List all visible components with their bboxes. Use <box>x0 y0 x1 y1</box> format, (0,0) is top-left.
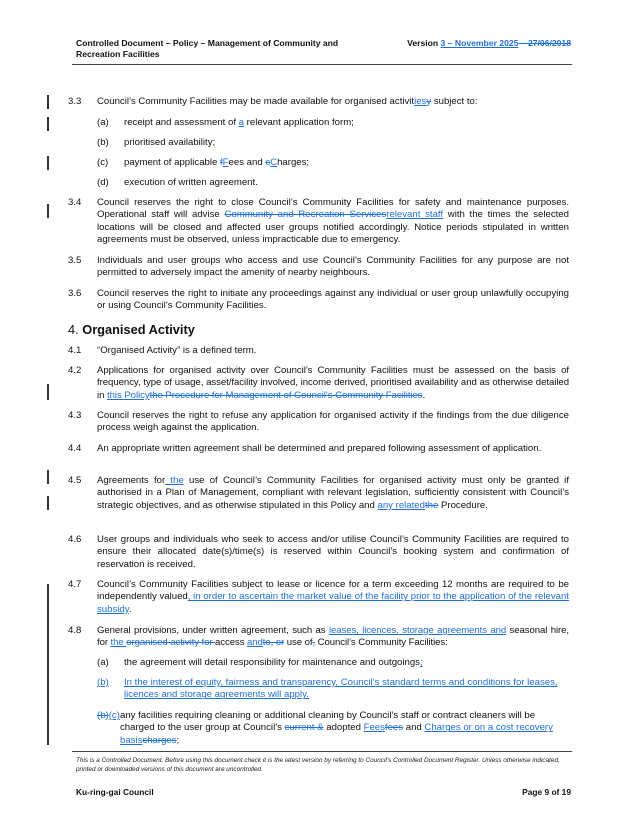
subclause-label: (d) <box>97 177 109 188</box>
version-inserted: 3 – November 2025 <box>440 38 519 48</box>
footer-divider <box>72 751 572 752</box>
subclause-text: In the interest of equity, fairness and transparency, Council’s standard terms and conditions for leases, licences and storage agreements will apply. <box>124 677 558 701</box>
document-title: Controlled Document – Policy – Management of Community and Recreation Facilities <box>76 38 339 59</box>
version-label: Version <box>407 38 441 48</box>
clause-number: 3.6 <box>68 288 82 299</box>
document-version <box>407 38 571 48</box>
change-bar <box>47 95 49 109</box>
change-bar <box>47 584 49 745</box>
subclause-label: (a) <box>97 117 109 128</box>
clause-number: 4.2 <box>68 365 82 376</box>
clause-number: 3.5 <box>68 255 82 266</box>
change-bar <box>47 117 49 131</box>
clause-text: “Organised Activity” is a defined term. <box>97 345 257 356</box>
clause-number: 4.7 <box>68 579 82 590</box>
clause-number: 4.4 <box>68 443 82 454</box>
clause-number: 4.5 <box>68 475 82 486</box>
header-divider <box>72 64 572 65</box>
change-bar <box>47 496 49 510</box>
clause-text: General provisions, under written agreement, such as leases, licences, storage agreements and seasonal hire, for the organised activity for access andto, or use of, Council’s Community Facilities: <box>97 625 569 649</box>
subclause-label: (b)(c) <box>97 710 120 721</box>
version-deleted: – 27/06/2018 <box>518 38 571 48</box>
subclause-label: (a) <box>97 657 109 668</box>
clause-text: An appropriate written agreement shall be determined and prepared following assessment of application. <box>97 443 542 454</box>
clause-number: 4.1 <box>68 345 82 356</box>
clause-number: 4.3 <box>68 410 82 421</box>
section-heading: 4. Organised Activity <box>68 322 195 337</box>
page-number: Page 9 of 19 <box>522 787 571 797</box>
clause-number: 4.6 <box>68 534 82 545</box>
clause-text: User groups and individuals who seek to access and/or utilise Council’s Community Facilities are required to ensure their allocated date(s)/time(s) is reserved within Council’s booking system and confirmation of reservation is received. <box>97 534 569 570</box>
change-bar <box>47 156 49 170</box>
subclause-text: receipt and assessment of a relevant application form; <box>124 117 354 128</box>
clause-text: Council reserves the right to refuse any application for organised activity if the findings from the due diligence process weigh against the application. <box>97 410 569 434</box>
subclause-text: prioritised availability; <box>124 137 216 148</box>
clause-number: 3.4 <box>68 197 82 208</box>
change-bar <box>47 204 49 218</box>
clause-text: Agreements for the use of Council’s Community Facilities for organised activity must only be granted if authorised in a Plan of Management, compliant with relevant legislation, sufficiently consistent with Council’s strategic objectives, and as otherwise stipulated in this Policy and any relatedthe Procedure. <box>97 475 569 511</box>
clause-number: 3.3 <box>68 96 82 107</box>
clause-text: Applications for organised activity over Council’s Community Facilities must be assessed on the basis of frequency, type of usage, asset/facility involved, income derived, prioritised availability and as otherwise detailed in this Policythe Procedure for Management of Council’s Community Facilities. <box>97 365 569 401</box>
subclause-text: the agreement will detail responsibility for maintenance and outgoings; <box>124 657 423 668</box>
subclause-text: execution of written agreement. <box>124 177 258 188</box>
clause-text: Council reserves the right to initiate any proceedings against any individual or user group unlawfully occupying or using Council’s Community Facilities. <box>97 288 569 312</box>
clause-text: Council’s Community Facilities may be made available for organised activitiesy subject to: <box>97 96 478 107</box>
organisation-name: Ku-ring-gai Council <box>76 787 154 797</box>
subclause-label: (b) <box>97 137 109 148</box>
subclause-label: (c) <box>97 157 109 168</box>
clause-text: Council reserves the right to close Council’s Community Facilities for safety and maintenance purposes. Operational staff will advise Community and Recreation Servicesrelevant staff with the times the selected locations will be closed and affected user groups notified accordingly. Notice periods stipulated in written agreements must be observed, unless impracticable due to emergency. <box>97 197 569 246</box>
clause-number: 4.8 <box>68 625 82 636</box>
subclause-text: any facilities requiring cleaning or additional cleaning by Council’s staff or contract cleaners will be charged to the user group at Council’s current & adopted Feesfees and Charges or on a cost recovery basischarges; <box>120 710 553 746</box>
change-bar <box>47 384 49 400</box>
clause-text: Council’s Community Facilities subject to lease or licence for a term exceeding 12 months are required to be independently valued, in order to ascertain the market value of the facility prior to the application of the relevant subsidy. <box>97 579 569 615</box>
change-bar <box>47 470 49 484</box>
subclause-text: payment of applicable fFees and cCharges; <box>124 157 310 168</box>
controlled-document-notice: This is a Controlled Document. Before using this document check it is the latest version by referring to Council’s Controlled Document Register. Unless otherwise indicated, printed or downloaded versions of this document are uncontrolled. <box>76 757 560 773</box>
clause-text: Individuals and user groups who access and use Council’s Community Facilities for any purpose are not permitted to adversely impact the amenity of nearby neighbours. <box>97 255 569 279</box>
subclause-label: (b) <box>97 677 109 688</box>
